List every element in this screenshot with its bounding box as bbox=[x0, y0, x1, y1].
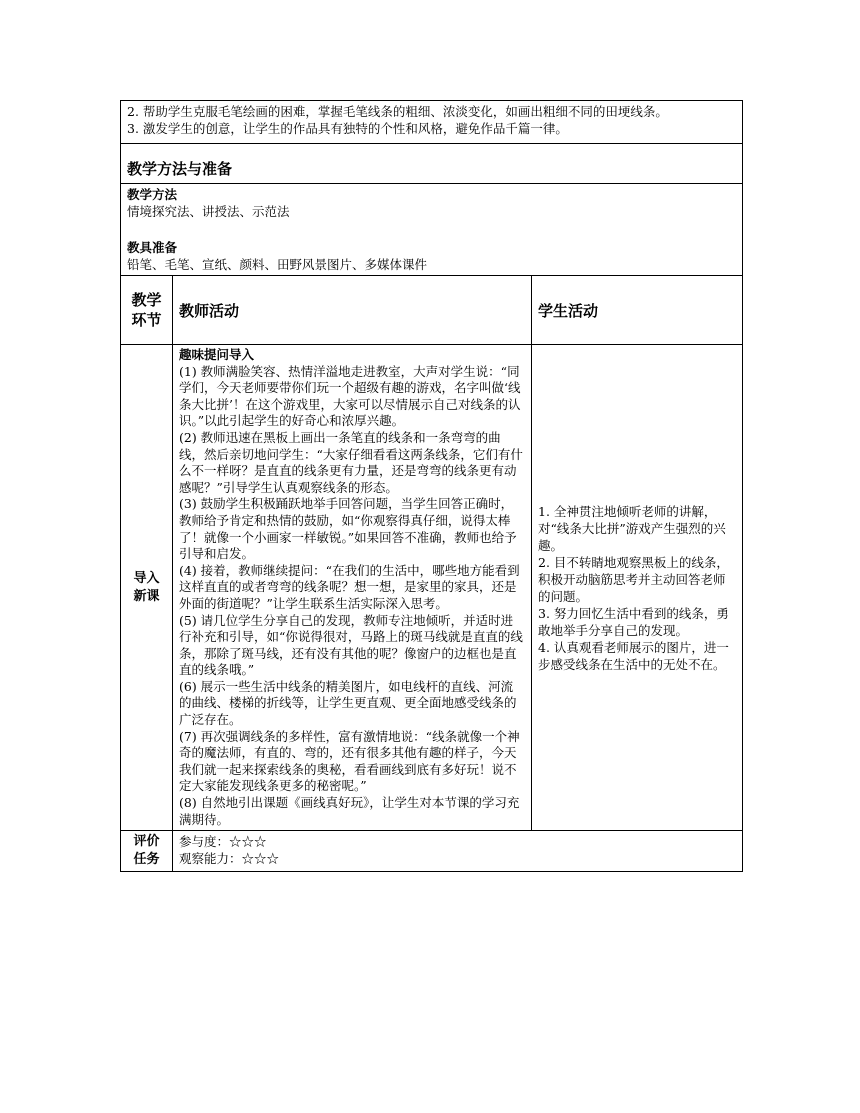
evaluation-label-line1: 评价 bbox=[133, 834, 160, 850]
objectives-cell bbox=[121, 101, 743, 144]
evaluation-item: 参与度：☆☆☆ bbox=[179, 834, 267, 850]
evaluation-row bbox=[121, 831, 743, 872]
teacher-item: (5) 请几位学生分享自己的发现，教师专注地倾听，并适时进行补充和引导，如“你说得很对，马路上的斑马线就是直直的线条，那除了斑马线，还有没有其他的呢？像窗户的边框也是直直的线条哦。” bbox=[179, 612, 523, 678]
lesson-plan-table bbox=[120, 100, 743, 872]
evaluation-label-line2: 任务 bbox=[133, 852, 160, 868]
header-teacher: 教师活动 bbox=[173, 276, 532, 345]
tools-text: 铅笔、毛笔、宣纸、颜料、田野风景图片、多媒体课件 bbox=[127, 257, 428, 272]
lesson-plan-page bbox=[120, 100, 742, 872]
objectives-row bbox=[121, 101, 743, 144]
objective-item: 2. 帮助学生克服毛笔绘画的困难，掌握毛笔线条的粗细、浓淡变化，如画出粗细不同的田埂线条。 bbox=[127, 104, 668, 119]
method-label: 教学方法 bbox=[127, 187, 178, 202]
teacher-item: (4) 接着，教师继续提问：“在我们的生活中，哪些地方能看到这样直直的或者弯弯的线条呢？想一想，是家里的家具，还是外面的街道呢？”让学生联系生活实际深入思考。 bbox=[179, 562, 520, 611]
header-stage-line1: 教学 bbox=[131, 291, 162, 309]
methods-title-row bbox=[121, 144, 743, 184]
student-item: 4. 认真观看老师展示的图片，进一步感受线条在生活中的无处不在。 bbox=[538, 639, 729, 672]
objective-item: 3. 激发学生的创意，让学生的作品具有独特的个性和风格，避免作品千篇一律。 bbox=[127, 121, 568, 136]
header-stage-line2: 环节 bbox=[131, 311, 162, 329]
tools-label: 教具准备 bbox=[127, 240, 178, 255]
intro-stage bbox=[121, 345, 173, 831]
teacher-item: (2) 教师迅速在黑板上画出一条笔直的线条和一条弯弯的曲线，然后亲切地问学生：“大家仔细看看这两条线条，它们有什么不一样呀？是直直的线条更有力量，还是弯弯的线条更有动感呢？”引导学生认真观察线条的形态。 bbox=[179, 429, 523, 495]
section-title: 教学方法与准备 bbox=[121, 144, 743, 184]
header-stage bbox=[121, 276, 173, 345]
evaluation-label bbox=[121, 831, 173, 872]
teacher-item: (3) 鼓励学生积极踊跃地举手回答问题，当学生回答正确时，教师给予肯定和热情的鼓励，如“你观察得真仔细，说得太棒了！就像一个小画家一样敏锐。”如果回答不准确，教师也给予引导和启发。 bbox=[179, 496, 517, 562]
teacher-item: (6) 展示一些生活中线条的精美图片，如电线杆的直线、河流的曲线、楼梯的折线等，让学生更直观、更全面地感受线条的广泛存在。 bbox=[179, 678, 517, 728]
student-item: 3. 努力回忆生活中看到的线条，勇敢地举手分享自己的发现。 bbox=[538, 605, 729, 638]
intro-stage-line1: 导入 bbox=[133, 570, 160, 586]
evaluation-items bbox=[173, 831, 743, 872]
teacher-lead: 趣味提问导入 bbox=[179, 347, 255, 362]
intro-teacher-activities bbox=[173, 345, 532, 831]
intro-row bbox=[121, 345, 743, 831]
intro-stage-line2: 新课 bbox=[133, 588, 160, 604]
header-student: 学生活动 bbox=[532, 276, 743, 345]
evaluation-item: 观察能力：☆☆☆ bbox=[179, 851, 280, 867]
activity-header-row bbox=[121, 276, 743, 345]
student-item: 1. 全神贯注地倾听老师的讲解，对“线条大比拼”游戏产生强烈的兴趣。 bbox=[538, 503, 726, 553]
teacher-item: (7) 再次强调线条的多样性，富有激情地说：“线条就像一个神奇的魔法师，有直的、弯的，还有很多其他有趣的样子，今天我们就一起来探索线条的奥秘，看看画线到底有多好玩！说不定大家能发现线条更多的秘密呢。” bbox=[179, 728, 520, 794]
student-item: 2. 目不转睛地观察黑板上的线条，积极开动脑筋思考并主动回答老师的问题。 bbox=[538, 554, 729, 604]
methods-row bbox=[121, 184, 743, 276]
teacher-item: (8) 自然地引出课题《画线真好玩》，让学生对本节课的学习充满期待。 bbox=[179, 795, 520, 827]
intro-student-activities bbox=[532, 345, 743, 831]
methods-cell bbox=[121, 184, 743, 276]
teacher-item: (1) 教师满脸笑容、热情洋溢地走进教室，大声对学生说：“同学们，今天老师要带你们玩一个超级有趣的游戏，名字叫做‘线条大比拼’！在这个游戏里，大家可以尽情展示自己对线条的认识。”以此引起学生的好奇心和浓厚兴趣。 bbox=[179, 363, 521, 429]
method-text: 情境探究法、讲授法、示范法 bbox=[127, 204, 290, 219]
